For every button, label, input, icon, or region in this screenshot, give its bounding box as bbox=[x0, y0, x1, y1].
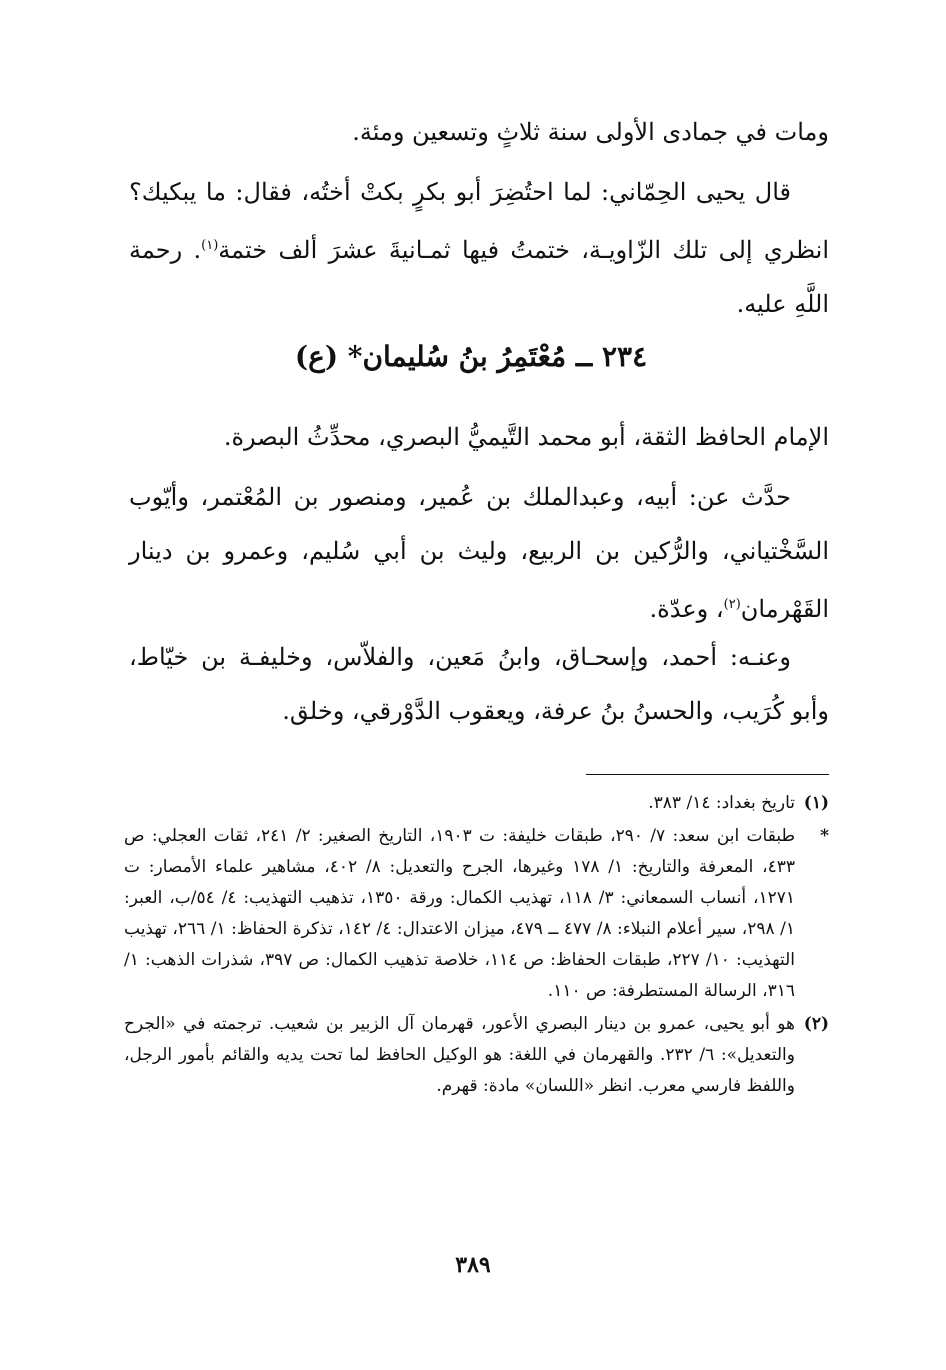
footnote-separator bbox=[586, 774, 829, 775]
footnote-reference-2: (٢) bbox=[723, 597, 741, 612]
paragraph-text: ومات في جمادى الأولى سنة ثلاثٍ وتسعين ومئة. bbox=[352, 118, 829, 146]
paragraph-text-end: . رحمة اللَّهِ عليه. bbox=[129, 236, 829, 318]
footnote-sources bbox=[124, 821, 829, 1007]
footnote-text: هو أبو يحيى، عمرو بن دينار البصري الأعور، قهرمان آل الزبير بن شعيب. ترجمته في «الجرح والتعديل»: ٦/ ٢٣٢. والقهرمان في اللغة: هو الوكيل الحافظ لما تحت يديه والقائم بأمور الرجل، واللفظ فارسي معرب. انظر «اللسان» مادة: قهرم. bbox=[124, 1014, 795, 1096]
biography-heading: ٢٣٤ ــ مُعْتَمِرُ بنُ سُليمان* (ع) bbox=[294, 340, 648, 373]
footnote-mark: (٢) bbox=[803, 1014, 829, 1034]
paragraph-text: قال يحيى الحِمّاني: لما احتُضِرَ أبو بكرٍ بكتْ أختُه، فقال: ما يبكيك؟ انظري إلى تلك الزّاويـة، ختمتُ فيها ثمـانيةَ عشرَ ألف ختمة bbox=[129, 178, 829, 264]
paragraph-yahya-quote bbox=[129, 165, 829, 331]
footnote-1 bbox=[124, 788, 829, 819]
footnote-reference-1: (١) bbox=[201, 238, 219, 253]
paragraph-death-date bbox=[129, 105, 829, 159]
page-number: ٣٨٩ bbox=[455, 1252, 491, 1278]
paragraph-narrators bbox=[129, 630, 829, 738]
footnote-mark: * bbox=[820, 826, 829, 846]
footnote-2 bbox=[124, 1009, 829, 1102]
paragraph-text: الإمام الحافظ الثقة، أبو محمد التَّيميُّ البصري، محدِّثُ البصرة. bbox=[223, 423, 829, 451]
footnote-text: تاريخ بغداد: ١٤/ ٣٨٣. bbox=[648, 793, 795, 813]
paragraph-text-end: ، وعدّة. bbox=[649, 595, 724, 623]
footnotes bbox=[124, 788, 829, 1104]
footnote-mark: (١) bbox=[803, 793, 829, 813]
paragraph-text: حدَّث عن: أبيه، وعبدالملك بن عُمير، ومنصور بن المُعْتمر، وأيّوب السَّخْتياني، والرُّكين بن الربيع، وليث بن أبي سُليم، وعمرو بن دينار القَهْرمان bbox=[129, 483, 829, 623]
paragraph-narrated-from bbox=[129, 470, 829, 636]
paragraph-text: وعنـه: أحمد، وإسحـاق، وابنُ مَعين، والفلاّس، وخليفـة بن خيّاط، وأبو كُرَيب، والحسنُ بنُ عرفة، ويعقوب الدَّوْرقي، وخلق. bbox=[129, 643, 829, 725]
paragraph-intro bbox=[129, 410, 829, 464]
footnote-text: طبقات ابن سعد: ٧/ ٢٩٠، طبقات خليفة: ت ١٩٠٣، التاريخ الصغير: ٢/ ٢٤١، ثقات العجلي: ص ٤٣٣، المعرفة والتاريخ: ١/ ١٧٨ وغيرها، الجرح والتعديل: ٨/ ٤٠٢، مشاهير علماء الأمصار: ت ١٢٧١، أنساب السمعاني: ٣/ ١١٨، تهذيب الكمال: ورقة ١٣٥٠، تذهيب التهذيب: ٤/ ٥٤/ب، العبر: ١/ ٢٩٨، سير أعلام النبلاء: ٨/ ٤٧٧ ــ ٤٧٩، ميزان الاعتدال: ٤/ ١٤٢، تذكرة الحفاظ: ١/ ٢٦٦، تهذيب التهذيب: ١٠/ ٢٢٧، طبقات الحفاظ: ص ١١٤، خلاصة تذهيب الكمال: ص ٣٩٧، شذرات الذهب: ١/ ٣١٦، الرسالة المستطرفة: ص ١١٠. bbox=[124, 826, 795, 1001]
